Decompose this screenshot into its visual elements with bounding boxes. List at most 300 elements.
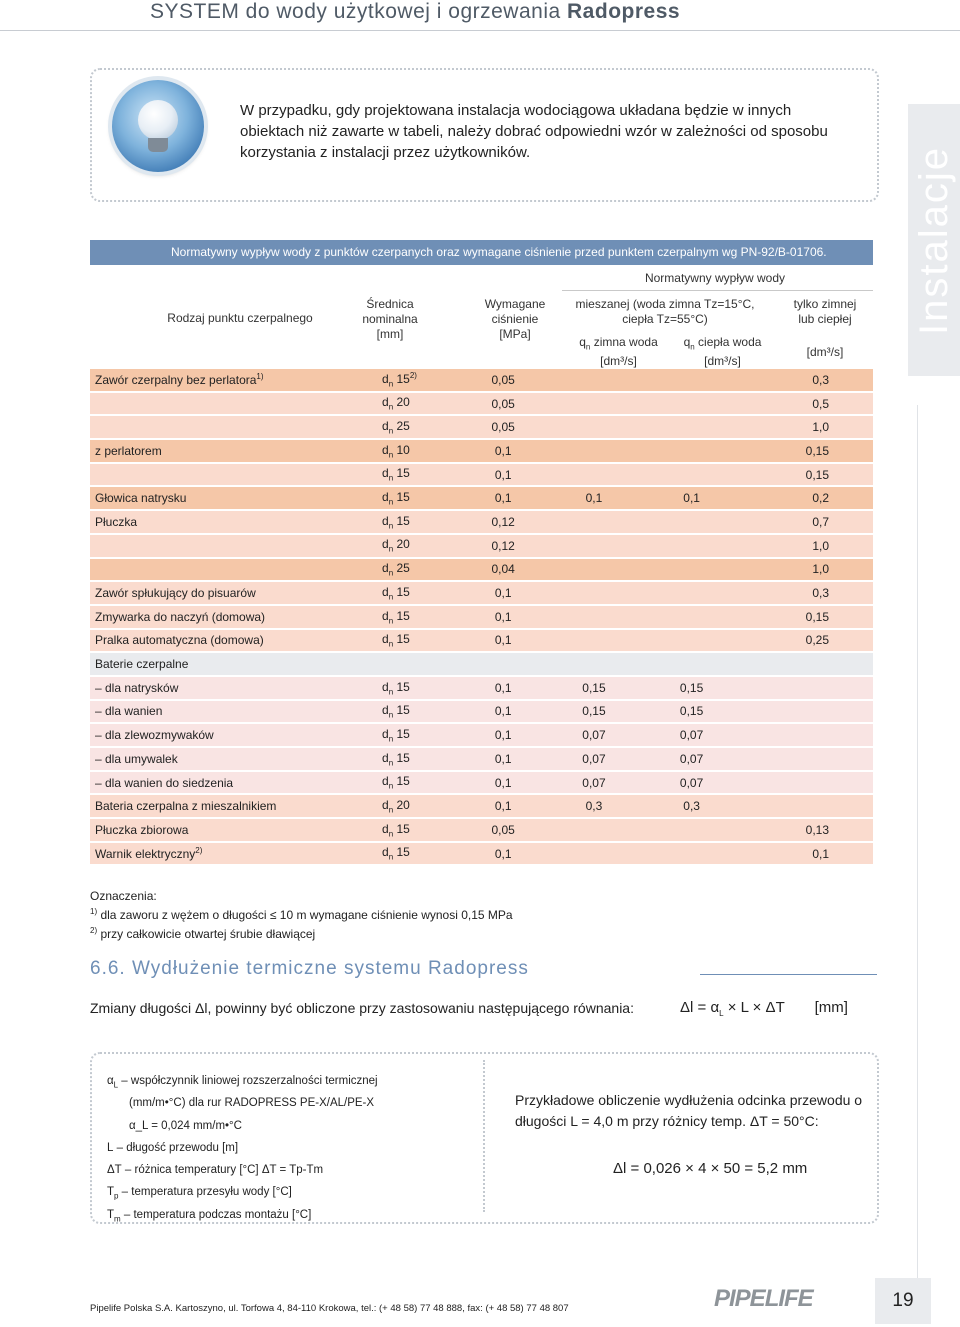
- cell-value: 0,1: [494, 586, 512, 601]
- diameter-symbol: d: [382, 419, 389, 434]
- formula: $\Delta l = \alpha_L \times L \times \Delta T$ [mm]: [680, 999, 848, 1018]
- cell-pressure: [466, 701, 541, 723]
- diameter-subscript: n: [388, 592, 394, 602]
- cell-diameter: [376, 582, 466, 604]
- header-pressure: Wymagane ciśnienie [MPa]: [484, 297, 546, 341]
- cell-flow-only: [736, 819, 873, 841]
- diameter-symbol: d: [382, 513, 389, 528]
- diameter-subscript: n: [388, 402, 394, 412]
- diameter-subscript: n: [388, 686, 394, 696]
- cell-value: 15: [396, 679, 410, 694]
- cell-flow-cold: [541, 748, 648, 770]
- legend-text: (mm/m•°C) dla rur RADOPRESS PE-X/AL/PE-X: [129, 1097, 375, 1110]
- cell-value: – dla wanien: [95, 704, 163, 719]
- diameter-subscript: n: [388, 497, 394, 507]
- diameter-symbol: d: [382, 632, 389, 647]
- cell-flow-cold: [541, 487, 648, 509]
- cell-value: 0,15: [582, 704, 606, 719]
- cell-value: 15: [396, 466, 410, 481]
- cell-flow-cold: [541, 795, 648, 817]
- cell-point-type: [90, 369, 376, 391]
- cell-value: 0,1: [494, 846, 512, 861]
- cell-point-type: [90, 511, 376, 533]
- cell-value: 0,5: [812, 396, 829, 411]
- header-only-unit: [dm³/s]: [806, 345, 844, 359]
- cell-flow-warm: [647, 606, 736, 628]
- cell-value: 0,05: [491, 420, 515, 435]
- cell-flow-warm: [647, 416, 736, 438]
- legend-symbol: ΔT: [107, 1164, 122, 1177]
- diameter-symbol: d: [382, 726, 389, 741]
- legend-line: [107, 1072, 378, 1094]
- diameter-symbol: d: [382, 821, 389, 836]
- legend-line: [107, 1094, 378, 1116]
- cell-diameter: [376, 819, 466, 841]
- cell-value: – dla natrysków: [95, 680, 179, 695]
- legend-text: – temperatura podczas montażu [°C]: [120, 1208, 312, 1221]
- legend-subscript: m: [114, 1214, 121, 1224]
- legend-text: – współczynnik liniowej rozszerzalności termicznej: [118, 1075, 378, 1087]
- diameter-symbol: d: [382, 561, 389, 576]
- example-text: Przykładowe obliczenie wydłużenia odcinka przewodu o długości L = 4,0 m przy różnicy temp. ΔT = 50°C:: [515, 1092, 863, 1129]
- cell-point-type: [90, 843, 376, 865]
- cell-value: 0,1: [494, 728, 512, 743]
- cell-value: 0,2: [812, 491, 829, 506]
- table-row: [90, 535, 873, 557]
- notes-title: Oznaczenia:: [90, 889, 157, 903]
- cell-value: 15: [396, 821, 410, 836]
- table-notes: [90, 888, 513, 942]
- diameter-symbol: d: [382, 608, 389, 623]
- cell-flow-only: [736, 393, 873, 415]
- cell-pressure: [466, 416, 541, 438]
- legend-symbol: T: [107, 1208, 115, 1221]
- cell-value: 0,07: [679, 775, 704, 790]
- diameter-subscript: n: [388, 544, 394, 554]
- legend-symbol: L: [107, 1141, 114, 1154]
- cell-diameter: [376, 464, 466, 486]
- cell-flow-warm: [647, 748, 736, 770]
- table-row: [90, 795, 873, 817]
- cell-point-type: [90, 559, 376, 581]
- cell-value: 0,3: [812, 586, 829, 601]
- cell-diameter: [376, 701, 466, 723]
- section-underline: [700, 974, 877, 975]
- cell-flow-cold: [541, 535, 648, 557]
- table-row: [90, 843, 873, 865]
- cell-value: 0,1: [494, 609, 512, 624]
- cell-value: 0,1: [494, 704, 512, 719]
- diameter-symbol: d: [382, 584, 389, 599]
- cell-pressure: [466, 369, 541, 391]
- cell-flow-only: [736, 701, 873, 723]
- lightbulb-glass: [138, 100, 178, 140]
- cell-flow-cold: [541, 393, 648, 415]
- cell-value: 0,1: [494, 467, 512, 482]
- cell-point-type: [90, 393, 376, 415]
- header-warm: $q_n$ ciepła woda [dm³/s]: [683, 335, 762, 369]
- cell-flow-only: [736, 582, 873, 604]
- cell-flow-cold: [541, 630, 648, 652]
- cell-value: Warnik elektryczny: [95, 847, 196, 862]
- table-row: [90, 701, 873, 723]
- cell-value: 0,07: [582, 728, 606, 743]
- table-row: [90, 582, 873, 604]
- cell-flow-only: [736, 464, 873, 486]
- cell-point-type: [90, 464, 376, 486]
- header-flow-group: Normatywny wypływ wody: [644, 271, 786, 285]
- cell-flow-warm: [647, 843, 736, 865]
- cell-pressure: [466, 819, 541, 841]
- cell-value: 20: [396, 395, 410, 410]
- cell-flow-only: [736, 772, 873, 794]
- diameter-subscript: n: [388, 450, 394, 460]
- cell-flow-only: [736, 487, 873, 509]
- cell-flow-only: [736, 748, 873, 770]
- header-point-type: Rodzaj punktu czerpalnego: [167, 311, 313, 325]
- note-2: $^{2)}$ przy całkowicie otwartej śrubie dławiącej: [90, 926, 316, 941]
- header-mixed: mieszanej (woda zimna Tz=15°C, ciepła Tz=55°C): [575, 297, 755, 326]
- table-row: [90, 653, 873, 675]
- legend-text: – temperatura przesyłu wody [°C]: [118, 1186, 292, 1199]
- table-row: [90, 630, 873, 652]
- cell-pressure: [466, 464, 541, 486]
- cell-pressure: [466, 653, 541, 675]
- cell-diameter: [376, 416, 466, 438]
- cell-value: 0,1: [494, 491, 512, 506]
- cell-diameter: [376, 795, 466, 817]
- diameter-subscript: n: [388, 568, 394, 578]
- cell-value: 0,1: [812, 846, 829, 861]
- cell-value: z perlatorem: [95, 443, 162, 458]
- header-brand: Radopress: [567, 0, 681, 23]
- cell-value: 0,05: [491, 396, 515, 411]
- cell-flow-cold: [541, 772, 648, 794]
- cell-flow-warm: [647, 724, 736, 746]
- table-row: [90, 393, 873, 415]
- diameter-symbol: d: [382, 490, 389, 505]
- cell-diameter: [376, 511, 466, 533]
- diameter-symbol: d: [382, 845, 389, 860]
- legend-line: [107, 1117, 378, 1139]
- cell-value: 0,12: [491, 514, 515, 529]
- diameter-subscript: n: [388, 710, 394, 720]
- cell-diameter: [376, 535, 466, 557]
- cell-flow-warm: [647, 819, 736, 841]
- legend-subscript: p: [114, 1191, 119, 1201]
- table-row: [90, 559, 873, 581]
- cell-flow-cold: [541, 582, 648, 604]
- cell-flow-warm: [647, 772, 736, 794]
- cell-value: 20: [396, 798, 410, 813]
- cell-value: 0,1: [494, 799, 512, 814]
- cell-value: 0,1: [494, 633, 512, 648]
- cell-flow-only: [736, 416, 873, 438]
- cell-value: 0,05: [491, 372, 515, 387]
- cell-flow-warm: [647, 653, 736, 675]
- cell-point-type: [90, 487, 376, 509]
- cell-flow-cold: [541, 464, 648, 486]
- cell-point-type: [90, 440, 376, 462]
- header-only: tylko zimnej lub ciepłej: [793, 297, 857, 326]
- side-tab-label: Instalacje: [911, 145, 956, 335]
- cell-flow-warm: [647, 795, 736, 817]
- cell-flow-warm: [647, 582, 736, 604]
- legend-symbol: α: [107, 1075, 114, 1087]
- cell-flow-only: [736, 440, 873, 462]
- cell-flow-warm: [647, 393, 736, 415]
- diameter-symbol: d: [382, 703, 389, 718]
- cell-pressure: [466, 843, 541, 865]
- cell-flow-only: [736, 511, 873, 533]
- legend-text: – długość przewodu [m]: [113, 1141, 239, 1154]
- cell-pressure: [466, 487, 541, 509]
- cell-value: 0,07: [582, 775, 606, 790]
- cell-value: 0,3: [812, 372, 829, 387]
- cell-value: 15: [396, 584, 410, 599]
- cell-flow-cold: [541, 416, 648, 438]
- cell-value: 0,12: [491, 538, 515, 553]
- diameter-symbol: d: [382, 679, 389, 694]
- header-divider: [0, 30, 960, 31]
- cell-value: 25: [396, 561, 410, 576]
- cell-value: 15: [396, 490, 410, 505]
- cell-value: Głowica natrysku: [95, 491, 187, 506]
- lightbulb-base: [148, 138, 168, 152]
- cell-flow-cold: [541, 819, 648, 841]
- cell-pressure: [466, 511, 541, 533]
- cell-value: 0,1: [585, 491, 603, 506]
- diameter-subscript: n: [388, 426, 394, 436]
- cell-flow-only: [736, 843, 873, 865]
- cell-value: 0,13: [805, 822, 829, 837]
- cell-value: 0,1: [494, 751, 512, 766]
- cell-flow-only: [736, 653, 873, 675]
- table-row: [90, 677, 873, 699]
- cell-flow-cold: [541, 440, 648, 462]
- cell-value: 0,25: [805, 633, 829, 648]
- cell-flow-cold: [541, 843, 648, 865]
- cell-value: 0,07: [679, 728, 704, 743]
- cell-pressure: [466, 535, 541, 557]
- cell-point-type: [90, 630, 376, 652]
- cell-value: 0,1: [494, 680, 512, 695]
- cell-value: 25: [396, 419, 410, 434]
- cell-value: – dla umywalek: [95, 751, 178, 766]
- cell-value: 0,3: [683, 799, 700, 814]
- cell-point-type: [90, 772, 376, 794]
- cell-value: 15: [396, 750, 410, 765]
- diameter-symbol: d: [382, 537, 389, 552]
- cell-flow-cold: [541, 511, 648, 533]
- cell-diameter: [376, 748, 466, 770]
- cell-value: 15: [396, 632, 410, 647]
- cell-value: 0,07: [582, 751, 606, 766]
- cell-value: 0,15: [679, 704, 704, 719]
- cell-point-type: [90, 819, 376, 841]
- diameter-symbol: d: [382, 372, 389, 387]
- cell-value: 1,0: [812, 538, 829, 553]
- cell-value: 15: [396, 845, 410, 860]
- legend: [107, 1072, 378, 1228]
- cell-value: 15: [396, 726, 410, 741]
- cell-diameter: [376, 630, 466, 652]
- diameter-subscript: n: [388, 615, 394, 625]
- cell-footnote: 1): [256, 372, 264, 382]
- table-row: [90, 464, 873, 486]
- cell-diameter: [376, 487, 466, 509]
- cell-value: 0,3: [585, 799, 603, 814]
- table-row: [90, 487, 873, 509]
- cell-value: Pralka automatyczna (domowa): [95, 633, 264, 648]
- cell-diameter: [376, 393, 466, 415]
- cell-flow-only: [736, 677, 873, 699]
- legend-line: [107, 1206, 378, 1228]
- cell-point-type: [90, 748, 376, 770]
- cell-diameter: [376, 724, 466, 746]
- cell-point-type: [90, 795, 376, 817]
- cell-footnote: 2): [409, 371, 417, 381]
- cell-flow-only: [736, 606, 873, 628]
- table-row: [90, 440, 873, 462]
- cell-value: Płuczka zbiorowa: [95, 822, 189, 837]
- cell-pressure: [466, 795, 541, 817]
- cell-value: – dla wanien do siedzenia: [95, 775, 234, 790]
- cell-value: 15: [396, 372, 410, 387]
- cell-pressure: [466, 393, 541, 415]
- cell-flow-cold: [541, 677, 648, 699]
- cell-diameter: [376, 653, 466, 675]
- cell-flow-cold: [541, 606, 648, 628]
- cell-flow-cold: [541, 653, 648, 675]
- cell-point-type: [90, 582, 376, 604]
- cell-flow-warm: [647, 630, 736, 652]
- cell-pressure: [466, 559, 541, 581]
- cell-value: 15: [396, 608, 410, 623]
- diameter-subscript: n: [388, 805, 394, 815]
- cell-pressure: [466, 677, 541, 699]
- cell-value: 0,15: [805, 467, 829, 482]
- cell-pressure: [466, 606, 541, 628]
- diameter-subscript: n: [388, 852, 394, 862]
- cell-value: 0,05: [491, 822, 515, 837]
- cell-flow-only: [736, 630, 873, 652]
- cell-flow-warm: [647, 464, 736, 486]
- cell-value: 0,15: [679, 680, 704, 695]
- cell-flow-warm: [647, 440, 736, 462]
- diameter-symbol: d: [382, 774, 389, 789]
- legend-line: [107, 1161, 378, 1183]
- diameter-symbol: d: [382, 798, 389, 813]
- cell-point-type: [90, 701, 376, 723]
- table-header: [90, 265, 873, 369]
- diameter-subscript: n: [388, 473, 394, 483]
- page-header: [150, 0, 680, 24]
- cell-pressure: [466, 748, 541, 770]
- diameter-symbol: d: [382, 750, 389, 765]
- legend-divider: [483, 1060, 485, 1212]
- table-row: [90, 511, 873, 533]
- table-row: [90, 606, 873, 628]
- cell-value: 0,1: [494, 775, 512, 790]
- header-diameter: Średnica nominalna [mm]: [362, 297, 418, 341]
- cell-footnote: 2): [195, 846, 203, 856]
- diameter-subscript: n: [388, 521, 394, 531]
- flow-table-body: [90, 369, 873, 864]
- cell-value: Zmywarka do naczyń (domowa): [95, 609, 266, 624]
- cell-value: 0,15: [805, 609, 829, 624]
- legend-text: α_L = 0,024 mm/m•°C: [129, 1119, 242, 1132]
- diameter-subscript: n: [388, 781, 394, 791]
- cell-pressure: [466, 582, 541, 604]
- legend-text: – różnica temperatury [°C] ΔT = Tp-Tm: [121, 1164, 324, 1177]
- diameter-symbol: d: [382, 466, 389, 481]
- table-row: [90, 748, 873, 770]
- cell-flow-only: [736, 795, 873, 817]
- cell-diameter: [376, 559, 466, 581]
- cell-flow-warm: [647, 701, 736, 723]
- equation-intro: Zmiany długości Δl, powinny być obliczone przy zastosowaniu następującego równania:: [90, 1000, 634, 1016]
- table-row: [90, 772, 873, 794]
- cell-value: Płuczka: [95, 514, 138, 529]
- table-row: [90, 369, 873, 391]
- cell-flow-warm: [647, 535, 736, 557]
- cell-value: 0,07: [679, 751, 704, 766]
- legend-symbol: T: [107, 1186, 115, 1199]
- cell-value: Zawór spłukujący do pisuarów: [95, 586, 256, 601]
- side-deco-line: [917, 405, 960, 1305]
- cell-flow-only: [736, 369, 873, 391]
- legend-subscript: L: [113, 1080, 119, 1090]
- cell-value: 1,0: [812, 562, 829, 577]
- cell-flow-only: [736, 559, 873, 581]
- formula-unit: [mm]: [814, 999, 848, 1016]
- diameter-subscript: n: [388, 829, 394, 839]
- diameter-subscript: n: [388, 758, 394, 768]
- cell-point-type: [90, 653, 376, 675]
- cell-pressure: [466, 724, 541, 746]
- cell-value: 0,1: [494, 443, 512, 458]
- diameter-subscript: n: [388, 639, 394, 649]
- cell-value: 20: [396, 537, 410, 552]
- table-row: [90, 724, 873, 746]
- cell-value: 15: [396, 513, 410, 528]
- header-group-line: [562, 290, 873, 291]
- flow-table: [90, 367, 873, 866]
- page-number: 19: [875, 1278, 931, 1324]
- cell-value: 15: [396, 703, 410, 718]
- cell-diameter: [376, 369, 466, 391]
- cell-value: 0,1: [683, 491, 700, 506]
- cell-pressure: [466, 630, 541, 652]
- cell-flow-warm: [647, 511, 736, 533]
- cell-value: 10: [396, 442, 410, 457]
- section-title: Wydłużenie termiczne systemu Radopress: [131, 958, 529, 979]
- cell-flow-only: [736, 724, 873, 746]
- cell-flow-cold: [541, 724, 648, 746]
- cell-flow-warm: [647, 487, 736, 509]
- cell-point-type: [90, 724, 376, 746]
- cell-point-type: [90, 677, 376, 699]
- diameter-subscript: n: [388, 734, 394, 744]
- table-row: [90, 819, 873, 841]
- cell-flow-warm: [647, 369, 736, 391]
- cell-value: Bateria czerpalna z mieszalnikiem: [95, 799, 277, 814]
- pipelife-logo: PIPELIFE: [714, 1285, 813, 1312]
- cell-value: 0,15: [582, 680, 606, 695]
- diameter-symbol: d: [382, 395, 389, 410]
- cell-value: 0,7: [812, 514, 829, 529]
